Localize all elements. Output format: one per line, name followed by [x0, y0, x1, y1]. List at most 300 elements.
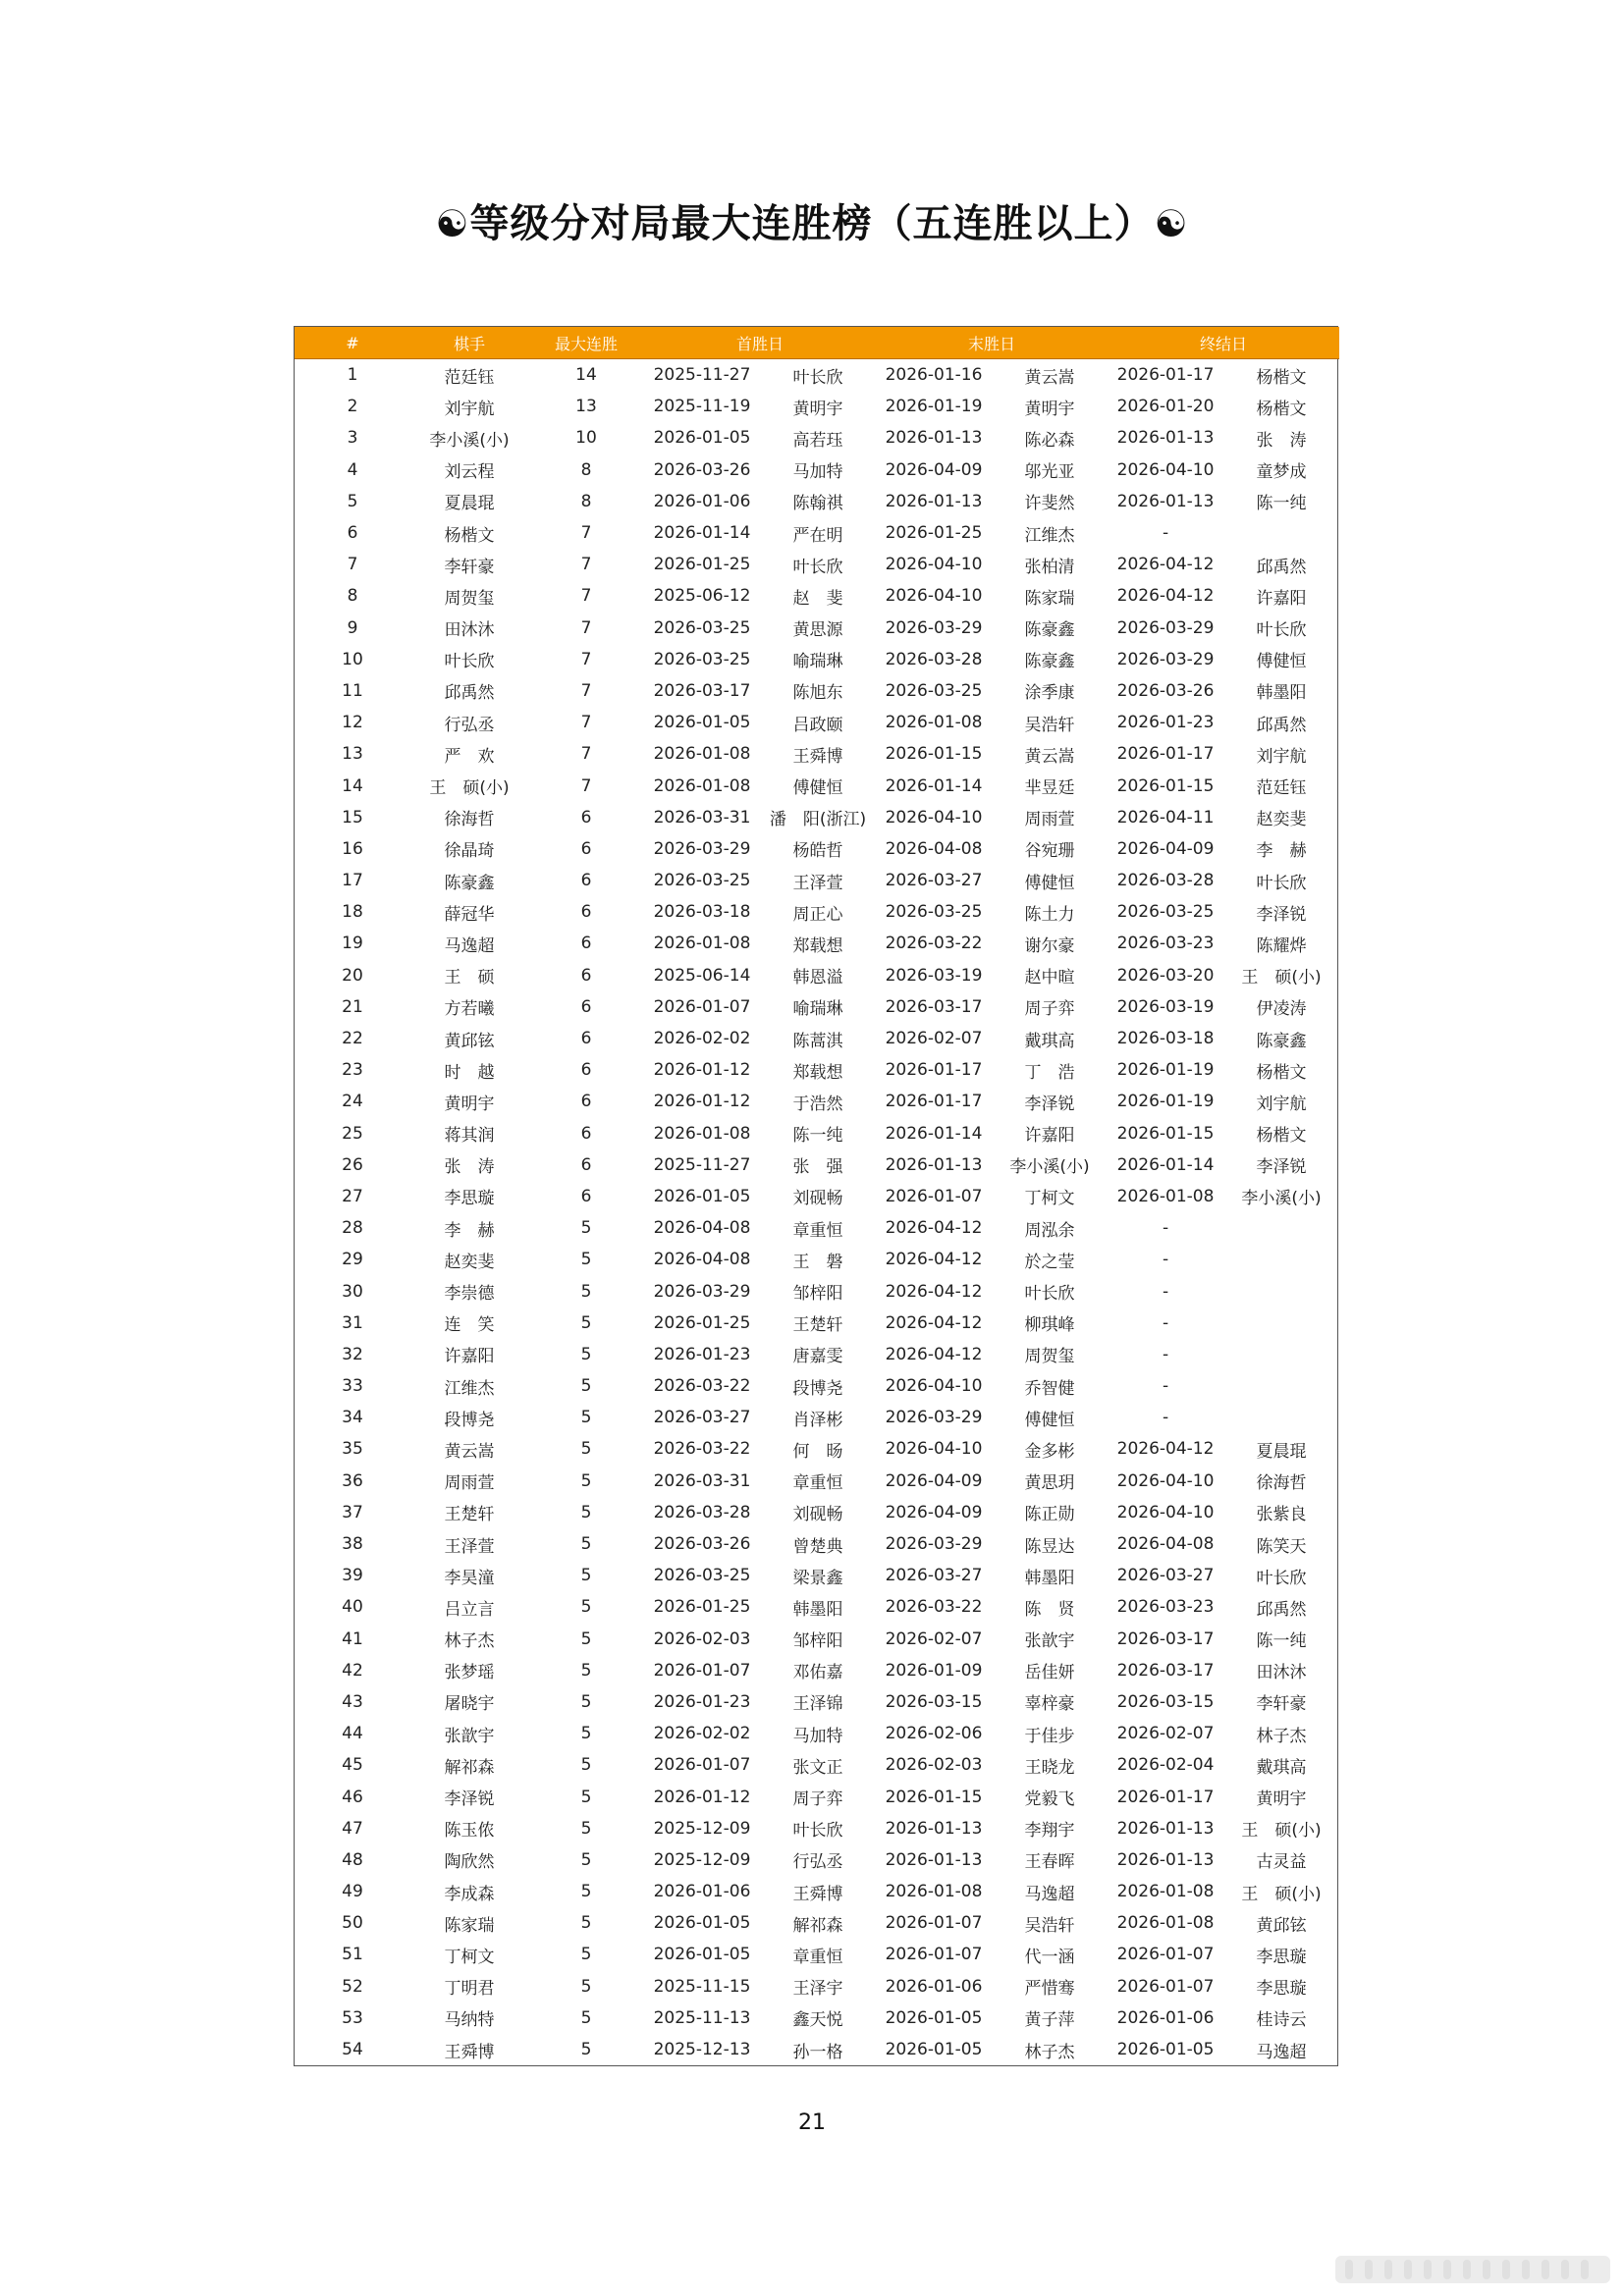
cell-last-opponent: 李泽锐 [1024, 1094, 1075, 1114]
cell-last-date: 2026-03-27 [885, 1566, 983, 1586]
cell-player: 李昊潼 [444, 1568, 495, 1588]
table-row [295, 1686, 1339, 1718]
table-row [295, 1624, 1339, 1655]
cell-end-date: 2026-03-17 [1116, 1660, 1215, 1681]
cell-first-opponent: 吕政颐 [792, 715, 843, 735]
cell-end-opponent: 桂诗云 [1256, 2010, 1307, 2031]
cell-first-date: 2026-01-05 [653, 1186, 751, 1206]
cell-max-streak: 5 [580, 1787, 592, 1807]
cell-index: 6 [347, 523, 358, 544]
cell-max-streak: 5 [580, 1534, 592, 1555]
cell-last-date: 2026-04-10 [885, 807, 983, 828]
cell-first-date: 2026-03-22 [653, 1376, 751, 1397]
cell-index: 42 [342, 1660, 363, 1681]
cell-max-streak: 6 [580, 807, 592, 828]
cell-max-streak: 5 [580, 1849, 592, 1870]
cell-last-date: 2026-04-10 [885, 1376, 983, 1397]
cell-end-opponent: 叶长欣 [1256, 873, 1307, 893]
cell-player: 马逸超 [444, 935, 495, 956]
cell-last-date: 2026-01-13 [885, 1154, 983, 1175]
cell-player: 屠晓宇 [444, 1694, 495, 1715]
cell-last-date: 2026-01-25 [885, 523, 983, 544]
table-row [295, 1907, 1339, 1939]
cell-index: 46 [342, 1787, 363, 1807]
cell-max-streak: 5 [580, 1913, 592, 1934]
cell-end-date: 2026-03-26 [1116, 680, 1215, 701]
cell-index: 26 [342, 1154, 363, 1175]
cell-end-date: 2026-01-15 [1116, 775, 1215, 796]
cell-max-streak: 6 [580, 934, 592, 954]
cell-end-date: 2026-03-17 [1116, 1629, 1215, 1649]
cell-last-date: 2026-01-05 [885, 2007, 983, 2028]
cell-end-date: 2026-01-07 [1116, 1945, 1215, 1965]
cell-first-date: 2025-12-09 [653, 1818, 751, 1839]
cell-end-opponent: 邱禹然 [1256, 557, 1307, 577]
cell-index: 41 [342, 1629, 363, 1649]
cell-player: 李小溪(小) [429, 430, 510, 451]
cell-max-streak: 7 [580, 744, 592, 765]
table-row [295, 1939, 1339, 1970]
cell-first-opponent: 叶长欣 [792, 557, 843, 577]
cell-end-date: 2026-03-27 [1116, 1566, 1215, 1586]
cell-last-opponent: 辜梓豪 [1024, 1694, 1075, 1715]
table-row [295, 896, 1339, 928]
cell-end-opponent: 杨楷文 [1256, 1126, 1307, 1147]
cell-end-date: 2026-01-13 [1116, 428, 1215, 449]
cell-last-opponent: 黄思玥 [1024, 1473, 1075, 1494]
table-row [295, 1212, 1339, 1244]
table-row [295, 1086, 1339, 1117]
cell-last-opponent: 李翔宇 [1024, 1821, 1075, 1842]
cell-end-opponent: 陈耀烨 [1256, 935, 1307, 956]
table-row [295, 580, 1339, 612]
cell-last-date: 2026-04-12 [885, 1250, 983, 1270]
cell-end-date: 2026-02-04 [1116, 1755, 1215, 1776]
cell-first-opponent: 邹梓阳 [792, 1631, 843, 1652]
cell-first-opponent: 马加特 [792, 1726, 843, 1746]
cell-max-streak: 5 [580, 1281, 592, 1302]
cell-first-opponent: 王泽锦 [792, 1694, 843, 1715]
cell-last-opponent: 涂季康 [1024, 683, 1075, 704]
table-row [295, 1433, 1339, 1465]
page-title [0, 192, 1624, 248]
cell-end-opponent: 李思璇 [1256, 1979, 1307, 2000]
cell-last-opponent: 许斐然 [1024, 494, 1075, 514]
cell-max-streak: 5 [580, 1408, 592, 1428]
cell-index: 45 [342, 1755, 363, 1776]
cell-player: 薛冠华 [444, 904, 495, 925]
cell-last-date: 2026-01-15 [885, 1787, 983, 1807]
cell-last-date: 2026-04-09 [885, 459, 983, 480]
cell-last-date: 2026-02-07 [885, 1029, 983, 1049]
cell-index: 35 [342, 1439, 363, 1460]
cell-first-opponent: 黄明宇 [792, 399, 843, 419]
cell-last-opponent: 于佳步 [1024, 1726, 1075, 1746]
cell-first-opponent: 孙一格 [792, 2042, 843, 2062]
cell-player: 黄邱铉 [444, 1031, 495, 1051]
cell-end-opponent: 古灵益 [1256, 1852, 1307, 1873]
cell-player: 张 涛 [444, 1157, 495, 1178]
cell-last-date: 2026-03-22 [885, 1597, 983, 1618]
cell-first-opponent: 行弘丞 [792, 1852, 843, 1873]
cell-end-opponent [1223, 1275, 1339, 1307]
table-row [295, 1497, 1339, 1528]
cell-last-opponent: 陈必森 [1024, 430, 1075, 451]
cell-first-opponent: 段博尧 [792, 1378, 843, 1399]
cell-index: 5 [347, 491, 358, 511]
cell-last-opponent: 黄云嵩 [1024, 367, 1075, 388]
cell-player: 李 赫 [444, 1220, 495, 1241]
table-row [295, 1466, 1339, 1497]
table-row [295, 991, 1339, 1023]
cell-last-opponent: 丁 浩 [1024, 1062, 1075, 1083]
cell-end-date: 2026-01-08 [1116, 1913, 1215, 1934]
cell-max-streak: 8 [580, 459, 592, 480]
cell-last-date: 2026-01-16 [885, 365, 983, 386]
cell-last-opponent: 黄子萍 [1024, 2010, 1075, 2031]
cell-max-streak: 5 [580, 1691, 592, 1712]
cell-first-date: 2026-01-25 [653, 1597, 751, 1618]
table-row [295, 1971, 1339, 2002]
cell-last-opponent: 韩墨阳 [1024, 1568, 1075, 1588]
cell-player: 刘宇航 [444, 399, 495, 419]
cell-end-date: 2026-03-28 [1116, 871, 1215, 891]
cell-end-date: 2026-01-13 [1116, 1849, 1215, 1870]
cell-player: 王舜博 [444, 2042, 495, 2062]
table-row [295, 1339, 1339, 1370]
cell-end-opponent: 夏晨琨 [1256, 1441, 1307, 1462]
header-end-date: 终结日 [1108, 327, 1339, 359]
cell-end-opponent: 陈笑天 [1256, 1536, 1307, 1557]
cell-player: 连 笑 [444, 1315, 495, 1336]
cell-index: 34 [342, 1408, 363, 1428]
cell-first-opponent: 王泽宇 [792, 1979, 843, 2000]
cell-first-date: 2026-01-12 [653, 1060, 751, 1081]
cell-last-opponent: 乔智健 [1024, 1378, 1075, 1399]
cell-last-date: 2026-01-13 [885, 428, 983, 449]
cell-index: 15 [342, 807, 363, 828]
cell-first-opponent: 于浩然 [792, 1094, 843, 1114]
cell-first-opponent: 梁景鑫 [792, 1568, 843, 1588]
cell-player: 蒋其润 [444, 1126, 495, 1147]
cell-first-opponent: 陈一纯 [792, 1126, 843, 1147]
cell-end-opponent: 邱禹然 [1256, 715, 1307, 735]
cell-end-opponent: 李思璇 [1256, 1947, 1307, 1967]
cell-last-opponent: 吴浩轩 [1024, 715, 1075, 735]
cell-player: 叶长欣 [444, 652, 495, 672]
cell-end-opponent [1223, 1212, 1339, 1244]
cell-last-date: 2026-03-17 [885, 996, 983, 1017]
cell-first-date: 2026-03-29 [653, 1281, 751, 1302]
cell-last-date: 2026-01-17 [885, 1060, 983, 1081]
cell-end-opponent: 童梦成 [1256, 462, 1307, 483]
cell-max-streak: 6 [580, 1092, 592, 1112]
cell-last-opponent: 严惜骞 [1024, 1979, 1075, 2000]
cell-first-date: 2026-01-12 [653, 1787, 751, 1807]
cell-max-streak: 6 [580, 871, 592, 891]
cell-index: 17 [342, 871, 363, 891]
cell-index: 53 [342, 2007, 363, 2028]
cell-first-opponent: 章重恒 [792, 1947, 843, 1967]
cell-player: 张歆宇 [444, 1726, 495, 1746]
cell-last-date: 2026-04-10 [885, 586, 983, 607]
cell-last-date: 2026-03-15 [885, 1691, 983, 1712]
cell-index: 11 [342, 680, 363, 701]
cell-end-date: 2026-04-10 [1116, 459, 1215, 480]
cell-end-date: - [1162, 1218, 1169, 1239]
cell-end-opponent: 杨楷文 [1256, 399, 1307, 419]
table-row [295, 738, 1339, 770]
cell-first-date: 2026-03-25 [653, 871, 751, 891]
cell-first-date: 2026-04-08 [653, 1218, 751, 1239]
cell-first-opponent: 高若珏 [792, 430, 843, 451]
cell-end-date: 2026-01-08 [1116, 1882, 1215, 1902]
cell-first-date: 2026-03-25 [653, 1566, 751, 1586]
cell-max-streak: 7 [580, 617, 592, 638]
cell-last-opponent: 林子杰 [1024, 2042, 1075, 2062]
cell-last-opponent: 戴琪高 [1024, 1031, 1075, 1051]
cell-first-opponent: 章重恒 [792, 1473, 843, 1494]
cell-end-opponent: 伊凌涛 [1256, 999, 1307, 1020]
cell-end-opponent: 陈一纯 [1256, 1631, 1307, 1652]
cell-max-streak: 5 [580, 1724, 592, 1744]
cell-end-opponent [1223, 517, 1339, 549]
cell-player: 周贺玺 [444, 588, 495, 609]
table-row [295, 1718, 1339, 1749]
cell-first-opponent: 章重恒 [792, 1220, 843, 1241]
cell-last-date: 2026-03-22 [885, 934, 983, 954]
cell-max-streak: 7 [580, 555, 592, 575]
table-row [295, 1275, 1339, 1307]
cell-index: 38 [342, 1534, 363, 1555]
cell-first-date: 2026-02-02 [653, 1724, 751, 1744]
cell-last-date: 2026-04-10 [885, 555, 983, 575]
cell-last-date: 2026-01-06 [885, 1976, 983, 1997]
cell-end-date: 2026-01-17 [1116, 1787, 1215, 1807]
cell-end-opponent: 王 硕(小) [1241, 1821, 1322, 1842]
cell-index: 31 [342, 1312, 363, 1333]
cell-last-opponent: 江维杰 [1024, 525, 1075, 546]
cell-index: 22 [342, 1029, 363, 1049]
cell-last-opponent: 周雨萱 [1024, 810, 1075, 830]
cell-end-date: 2026-01-19 [1116, 1092, 1215, 1112]
cell-player: 杨楷文 [444, 525, 495, 546]
cell-first-date: 2026-03-26 [653, 1534, 751, 1555]
cell-end-opponent: 李泽锐 [1256, 904, 1307, 925]
cell-last-date: 2026-03-29 [885, 617, 983, 638]
cell-last-date: 2026-04-08 [885, 838, 983, 859]
cell-first-date: 2025-12-09 [653, 1849, 751, 1870]
cell-first-opponent: 郑载想 [792, 935, 843, 956]
cell-first-date: 2026-03-18 [653, 902, 751, 923]
cell-player: 周雨萱 [444, 1473, 495, 1494]
table-row [295, 1149, 1339, 1181]
cell-end-opponent: 韩墨阳 [1256, 683, 1307, 704]
cell-max-streak: 5 [580, 1502, 592, 1522]
cell-index: 51 [342, 1945, 363, 1965]
cell-end-date: 2026-01-20 [1116, 397, 1215, 417]
page-number: 21 [798, 2110, 826, 2135]
cell-last-opponent: 周泓余 [1024, 1220, 1075, 1241]
cell-end-date: 2026-03-25 [1116, 902, 1215, 923]
cell-first-date: 2026-03-31 [653, 1470, 751, 1491]
table-row [295, 486, 1339, 517]
cell-player: 李思璇 [444, 1189, 495, 1209]
table-row [295, 1528, 1339, 1560]
cell-first-opponent: 唐嘉雯 [792, 1347, 843, 1367]
cell-index: 49 [342, 1882, 363, 1902]
cell-first-opponent: 赵 斐 [792, 588, 843, 609]
table-row [295, 613, 1339, 644]
cell-last-date: 2026-01-15 [885, 744, 983, 765]
cell-index: 4 [347, 459, 358, 480]
cell-end-date: 2026-03-19 [1116, 996, 1215, 1017]
cell-first-date: 2026-03-27 [653, 1408, 751, 1428]
cell-max-streak: 5 [580, 2007, 592, 2028]
cell-player: 江维杰 [444, 1378, 495, 1399]
cell-end-opponent: 叶长欣 [1256, 620, 1307, 641]
cell-end-date: 2026-01-13 [1116, 491, 1215, 511]
cell-end-date: 2026-04-10 [1116, 1470, 1215, 1491]
cell-last-opponent: 陈 贤 [1024, 1599, 1075, 1620]
cell-end-opponent: 徐海哲 [1256, 1473, 1307, 1494]
cell-last-opponent: 党毅飞 [1024, 1789, 1075, 1810]
table-row [295, 517, 1339, 549]
cell-last-date: 2026-01-07 [885, 1186, 983, 1206]
table-row [295, 359, 1339, 392]
cell-last-date: 2026-01-13 [885, 491, 983, 511]
cell-first-date: 2025-06-14 [653, 965, 751, 986]
cell-last-date: 2026-01-13 [885, 1849, 983, 1870]
cell-max-streak: 7 [580, 713, 592, 733]
cell-first-opponent: 王楚轩 [792, 1315, 843, 1336]
cell-max-streak: 5 [580, 1218, 592, 1239]
table-header-row [295, 327, 1339, 359]
cell-first-date: 2026-02-02 [653, 1029, 751, 1049]
cell-last-date: 2026-04-12 [885, 1218, 983, 1239]
cell-end-date: 2026-01-15 [1116, 1123, 1215, 1144]
cell-end-opponent [1223, 1402, 1339, 1433]
table-row [295, 1118, 1339, 1149]
cell-last-opponent: 傅健恒 [1024, 873, 1075, 893]
cell-end-date: 2026-04-10 [1116, 1502, 1215, 1522]
cell-player: 陈家瑞 [444, 1915, 495, 1936]
cell-end-opponent: 黄邱铉 [1256, 1915, 1307, 1936]
cell-end-opponent: 刘宇航 [1256, 1094, 1307, 1114]
cell-player: 夏晨琨 [444, 494, 495, 514]
table-row [295, 1023, 1339, 1054]
cell-end-date: 2026-03-29 [1116, 649, 1215, 669]
cell-last-opponent: 吴浩轩 [1024, 1915, 1075, 1936]
cell-max-streak: 5 [580, 1376, 592, 1397]
cell-first-opponent: 马加特 [792, 462, 843, 483]
cell-first-opponent: 杨皓哲 [792, 841, 843, 862]
cell-last-date: 2026-03-29 [885, 1534, 983, 1555]
cell-last-date: 2026-02-06 [885, 1724, 983, 1744]
table-row [295, 1813, 1339, 1844]
cell-first-opponent: 傅健恒 [792, 778, 843, 799]
cell-max-streak: 7 [580, 586, 592, 607]
cell-last-date: 2026-01-14 [885, 1123, 983, 1144]
cell-first-date: 2026-01-12 [653, 1092, 751, 1112]
table-row [295, 1591, 1339, 1623]
cell-first-opponent: 陈蒿淇 [792, 1031, 843, 1051]
cell-first-date: 2026-01-05 [653, 713, 751, 733]
cell-player: 吕立言 [444, 1599, 495, 1620]
cell-max-streak: 5 [580, 1597, 592, 1618]
table-row [295, 454, 1339, 486]
cell-last-opponent: 陈豪鑫 [1024, 652, 1075, 672]
cell-max-streak: 5 [580, 1882, 592, 1902]
cell-first-date: 2026-03-22 [653, 1439, 751, 1460]
cell-first-opponent: 解祁森 [792, 1915, 843, 1936]
watermark-dots [1335, 2256, 1610, 2283]
cell-first-opponent: 邹梓阳 [792, 1284, 843, 1305]
cell-end-date: 2026-04-12 [1116, 586, 1215, 607]
cell-first-opponent: 鑫天悦 [792, 2010, 843, 2031]
cell-first-date: 2026-03-28 [653, 1502, 751, 1522]
cell-end-opponent: 赵奕斐 [1256, 810, 1307, 830]
cell-end-date: 2026-03-23 [1116, 934, 1215, 954]
cell-player: 段博尧 [444, 1410, 495, 1430]
table-row [295, 802, 1339, 833]
table-row [295, 675, 1339, 707]
table-row [295, 1402, 1339, 1433]
cell-player: 刘云程 [444, 462, 495, 483]
table-row [295, 1370, 1339, 1402]
cell-index: 18 [342, 902, 363, 923]
cell-max-streak: 7 [580, 523, 592, 544]
cell-player: 赵奕斐 [444, 1252, 495, 1272]
cell-last-opponent: 周子弈 [1024, 999, 1075, 1020]
cell-index: 50 [342, 1913, 363, 1934]
cell-player: 王泽萱 [444, 1536, 495, 1557]
cell-first-date: 2026-01-07 [653, 1660, 751, 1681]
cell-last-opponent: 陈豪鑫 [1024, 620, 1075, 641]
cell-last-opponent: 李小溪(小) [1009, 1157, 1090, 1178]
table-row [295, 1560, 1339, 1591]
header-first-win: 首胜日 [644, 327, 876, 359]
cell-player: 黄云嵩 [444, 1441, 495, 1462]
cell-index: 10 [342, 649, 363, 669]
cell-index: 23 [342, 1060, 363, 1081]
cell-end-date: 2026-03-23 [1116, 1597, 1215, 1618]
cell-last-date: 2026-04-12 [885, 1281, 983, 1302]
cell-index: 43 [342, 1691, 363, 1712]
cell-last-date: 2026-04-12 [885, 1344, 983, 1364]
cell-end-date: 2026-01-08 [1116, 1186, 1215, 1206]
cell-last-date: 2026-03-19 [885, 965, 983, 986]
cell-first-opponent: 肖泽彬 [792, 1410, 843, 1430]
cell-index: 32 [342, 1344, 363, 1364]
cell-last-date: 2026-01-17 [885, 1092, 983, 1112]
cell-index: 30 [342, 1281, 363, 1302]
table-row [295, 422, 1339, 454]
cell-first-date: 2026-01-05 [653, 1913, 751, 1934]
cell-last-date: 2026-02-07 [885, 1629, 983, 1649]
cell-first-opponent: 周正心 [792, 904, 843, 925]
cell-last-opponent: 陈土力 [1024, 904, 1075, 925]
cell-max-streak: 5 [580, 2040, 592, 2060]
cell-first-date: 2026-01-25 [653, 555, 751, 575]
cell-end-opponent: 王 硕(小) [1241, 1884, 1322, 1904]
cell-first-date: 2026-03-25 [653, 617, 751, 638]
cell-end-date: 2026-01-14 [1116, 1154, 1215, 1175]
cell-player: 王 硕 [444, 968, 495, 988]
cell-index: 20 [342, 965, 363, 986]
cell-player: 时 越 [444, 1062, 495, 1083]
cell-end-opponent: 李泽锐 [1256, 1157, 1307, 1178]
